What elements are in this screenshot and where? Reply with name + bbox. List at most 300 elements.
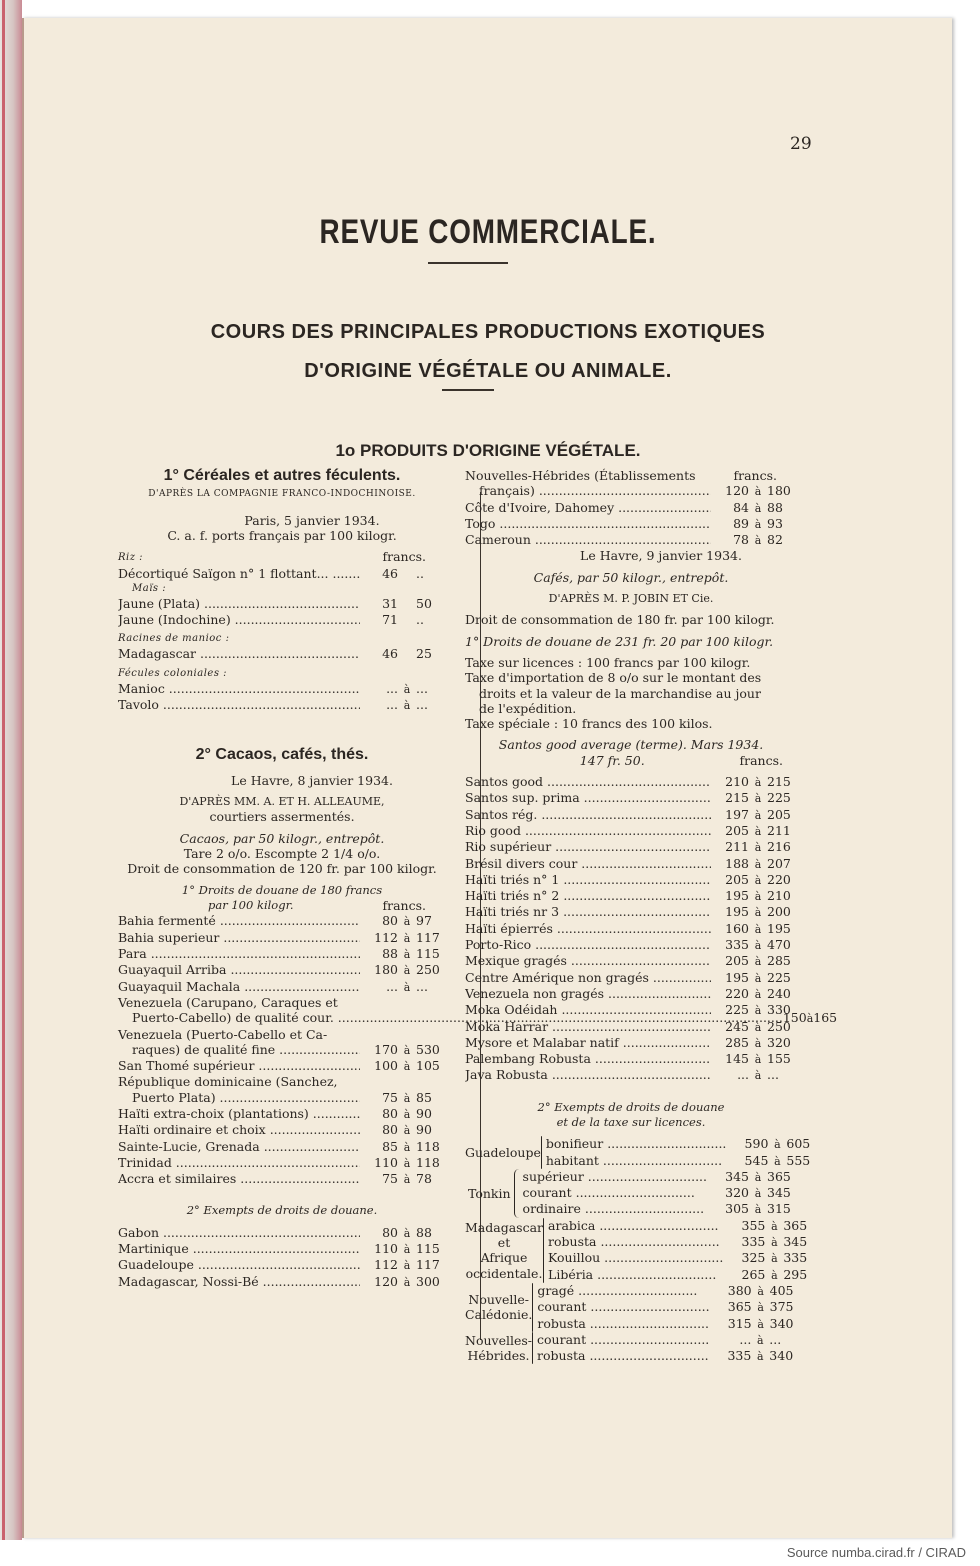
spine-edge — [2, 0, 5, 1540]
price-sep: à — [754, 873, 762, 887]
price-sep: à — [754, 808, 762, 822]
cacaos-list-4 — [118, 1225, 446, 1290]
cereales-source: D'APRÈS LA COMPAGNIE FRANCO-INDOCHINOISE. — [148, 489, 416, 500]
santos-price-row — [465, 753, 797, 768]
price-low: 335 — [725, 937, 749, 953]
subtitle-rule — [442, 389, 494, 391]
cereales-unit: francs. — [382, 549, 426, 565]
price-high: 330 — [767, 1002, 791, 1018]
price-sep: à — [403, 1226, 411, 1240]
price-low: 84 — [733, 499, 749, 515]
price-high: 25 — [416, 646, 432, 662]
price-sep: à — [403, 1173, 411, 1187]
cafes-import-3: de l'expédition. — [479, 700, 577, 716]
cacaos-heading: 2° Cacaos, cafés, thés. — [195, 746, 369, 764]
commodity-name: Martinique ..... — [118, 1241, 360, 1256]
commodity-name: Libéria ..... — [548, 1267, 723, 1282]
commodity-name: Haïti ordinaire et choix ..... — [118, 1122, 360, 1137]
group-rows — [537, 1332, 799, 1365]
cacaos-sub1-line1: 1° Droits de douane de 180 francs — [181, 882, 383, 897]
price-row — [118, 1225, 446, 1241]
price-sep: à — [403, 1140, 411, 1154]
group-brace — [543, 1218, 544, 1283]
price-sep: à — [754, 776, 762, 790]
price-low: 100 — [374, 1058, 398, 1074]
price-low: 88 — [382, 946, 398, 962]
price-row — [118, 681, 446, 697]
price-row — [548, 1250, 813, 1266]
price-row — [465, 921, 797, 937]
origin-name-line: et — [497, 1235, 511, 1251]
cereales-heading: 1° Céréales et autres féculents. — [163, 467, 401, 484]
price-low: 197 — [725, 806, 749, 822]
cafes-douane: 1° Droits de douane de 231 fr. 20 par 100 kilogr. — [465, 633, 774, 649]
commodity-name: robusta ..... — [537, 1316, 709, 1331]
commodity-name: Moka Odéidah ..... — [465, 1002, 711, 1017]
commodity-name: arabica ..... — [548, 1218, 723, 1233]
commodity-name: Accra et similaires ..... — [118, 1171, 360, 1186]
price-low: 188 — [725, 855, 749, 871]
cereales-basis: C. a. f. ports français par 100 kilogr. — [167, 527, 397, 543]
price-high: 85 — [416, 1089, 432, 1105]
price-row — [465, 953, 797, 969]
price-low: 85 — [382, 1138, 398, 1154]
commodity-name: Cameroun ..... — [465, 532, 711, 547]
price-high: 555 — [786, 1152, 811, 1168]
price-high: 88 — [767, 499, 783, 515]
price-row — [548, 1267, 813, 1283]
commodity-name: Madagascar ..... — [118, 646, 360, 661]
origin-name-line: Afrique occidentale. — [465, 1250, 543, 1281]
price-row — [465, 937, 797, 953]
price-row — [465, 1019, 797, 1035]
price-row — [537, 1348, 799, 1364]
santos-price: 147 fr. 50. — [579, 752, 645, 768]
price-row — [465, 1002, 797, 1018]
price-row — [546, 1153, 817, 1169]
mais-list — [118, 596, 446, 627]
price-high: 117 — [416, 1257, 440, 1273]
price-row — [465, 823, 797, 839]
price-low: 225 — [725, 1002, 749, 1018]
cafes-source: D'APRÈS M. P. JOBIN ET Cie. — [548, 592, 714, 606]
origin-groups — [465, 1136, 811, 1364]
manioc-list — [118, 646, 446, 661]
price-row — [118, 1090, 446, 1106]
price-low: 170 — [374, 1041, 398, 1057]
price-high: 93 — [767, 515, 783, 531]
price-sep: à — [754, 534, 762, 548]
cacaos-list-2 — [118, 1058, 446, 1074]
price-row — [118, 1155, 446, 1171]
price-sep: à — [403, 1124, 411, 1138]
commodity-name: Centre Amérique non gragés ..... — [465, 970, 711, 985]
commodity-name: Décortiqué Saïgon n° 1 flottant... ..... — [118, 566, 360, 581]
origin-group — [465, 1283, 797, 1332]
price-low: 355 — [741, 1217, 766, 1233]
group-brace — [532, 1283, 533, 1332]
commodity-name: robusta ..... — [537, 1348, 709, 1363]
commodity-name: Santos sup. prima ..... — [465, 790, 711, 805]
price-high: 225 — [767, 969, 791, 985]
price-low: 315 — [727, 1315, 752, 1331]
price-sep: à — [403, 964, 411, 978]
price-row — [118, 1257, 446, 1273]
price-row — [118, 697, 446, 713]
manioc-label: Racines de manioc : — [118, 632, 230, 644]
price-high: 118 — [416, 1138, 440, 1154]
price-row — [118, 1106, 446, 1122]
price-low: 160 — [725, 920, 749, 936]
commodity-name: habitant ..... — [546, 1153, 727, 1168]
price-sep: à — [403, 1107, 411, 1121]
price-row — [523, 1201, 797, 1217]
commodity-name: bonifieur ..... — [546, 1136, 727, 1151]
price-row — [118, 930, 446, 946]
commodity-name: courant ..... — [523, 1185, 707, 1200]
cacaos-list-1 — [118, 913, 446, 994]
price-sep: à — [757, 1317, 764, 1331]
price-high: 365 — [783, 1217, 808, 1233]
commodity-name: Java Robusta ..... — [465, 1067, 711, 1082]
commodity-name: Bahia fermenté ..... — [118, 913, 360, 928]
price-high: 207 — [767, 855, 791, 871]
cafes-basis: Cafés, par 50 kilogr., entrepôt. — [533, 569, 729, 585]
price-high: 250 — [416, 962, 440, 978]
price-high: 200 — [767, 904, 791, 920]
price-low: ... — [739, 1331, 752, 1347]
price-sep: à — [754, 485, 762, 499]
group-rows — [548, 1218, 813, 1283]
price-sep: à — [754, 955, 762, 969]
price-row — [118, 566, 446, 581]
price-low: 120 — [725, 483, 749, 499]
price-low: 380 — [727, 1282, 752, 1298]
venezuela-1-line1: Venezuela (Carupano, Caraques et — [118, 994, 338, 1010]
origin-name-line: Nouvelle-Calédonie. — [465, 1292, 533, 1323]
price-row — [118, 596, 446, 611]
price-low: 195 — [725, 904, 749, 920]
origin-name-line: Madagascar — [465, 1219, 544, 1235]
price-high: 117 — [416, 929, 440, 945]
origin-name-line: Tonkin — [467, 1185, 511, 1201]
price-sep: à — [757, 1350, 764, 1364]
price-high: 115 — [416, 1241, 440, 1257]
commodity-name: Haïti triés nr 3 ..... — [465, 904, 711, 919]
cafes-unit: francs. — [739, 752, 783, 768]
price-sep: à — [403, 980, 411, 994]
origin-name — [465, 1220, 543, 1281]
commodity-name: courant ..... — [537, 1299, 709, 1314]
price-row — [465, 532, 797, 548]
price-sep: à — [771, 1219, 778, 1233]
price-sep: à — [403, 1156, 411, 1170]
source-footer: Source numba.cirad.fr / CIRAD — [786, 1545, 966, 1560]
price-row — [546, 1136, 817, 1152]
commodity-name: Bahia superieur ..... — [118, 930, 360, 945]
price-high: 90 — [416, 1105, 432, 1121]
price-high: ... — [416, 697, 428, 713]
price-low: 80 — [382, 1122, 398, 1138]
price-high: 285 — [767, 953, 791, 969]
cacaos-list-3 — [118, 1106, 446, 1187]
price-low: 245 — [725, 1018, 749, 1034]
price-low: 145 — [725, 1051, 749, 1067]
cacaos-sub2: 2° Exempts de droits de douane. — [186, 1203, 378, 1218]
price-high: 345 — [767, 1185, 791, 1201]
price-row — [465, 500, 797, 516]
commodity-name: Sainte-Lucie, Grenada ..... — [118, 1139, 360, 1154]
origin-name-line: Nouvelles-Hébrides. — [465, 1332, 533, 1364]
price-sep: à — [754, 1170, 762, 1184]
cacaos-unit: francs. — [382, 898, 426, 914]
price-high: 225 — [767, 790, 791, 806]
price-sep: à — [403, 948, 411, 962]
price-low: 31 — [382, 596, 398, 612]
cafes-import-1: Taxe d'importation de 8 o/o sur le montant des — [465, 670, 762, 686]
price-high: 315 — [767, 1201, 791, 1217]
price-high: ... — [416, 680, 428, 696]
price-row — [118, 1274, 446, 1290]
price-sep: à — [771, 1252, 778, 1266]
price-sep: à — [754, 841, 762, 855]
price-row — [118, 612, 446, 627]
price-sep: à — [403, 1275, 411, 1289]
price-sep: à — [754, 824, 762, 838]
price-row — [548, 1218, 813, 1234]
price-high: 240 — [767, 985, 791, 1001]
price-sep: à — [754, 501, 762, 515]
price-row — [118, 1171, 446, 1187]
price-low: 265 — [741, 1266, 766, 1282]
commodity-name: Mexique gragés ..... — [465, 953, 711, 968]
price-sep: à — [754, 857, 762, 871]
price-sep: à — [771, 1268, 778, 1282]
cacaos-source-2: courtiers assermentés. — [209, 809, 355, 825]
price-sep: à — [403, 931, 411, 945]
price-low: 215 — [725, 790, 749, 806]
price-sep: à — [754, 1069, 762, 1083]
price-sep: à — [771, 1236, 778, 1250]
price-low: 335 — [727, 1348, 752, 1364]
price-high: 90 — [416, 1122, 432, 1138]
commodity-name: Palembang Robusta ..... — [465, 1051, 711, 1066]
price-sep: à — [403, 915, 411, 929]
price-low: 89 — [733, 515, 749, 531]
price-high: .. — [416, 611, 424, 627]
repdom-line2: Puerto Plata) ..... — [132, 1090, 360, 1105]
price-sep: à — [403, 682, 411, 696]
commodity-name: robusta ..... — [548, 1234, 723, 1249]
price-high: 375 — [769, 1299, 794, 1315]
group-brace — [541, 1136, 542, 1169]
price-sep: à — [754, 922, 762, 936]
right-column — [465, 468, 811, 1364]
nh-unit: francs. — [733, 468, 777, 483]
price-high: 97 — [416, 913, 432, 929]
price-sep: à — [754, 1020, 762, 1034]
right-list-1 — [465, 774, 797, 1084]
price-low: 150 — [782, 1010, 807, 1026]
commodity-name: Haïti triés n° 2 ..... — [465, 888, 711, 903]
nh-line2: français) ..... — [479, 483, 711, 498]
price-low: ... — [737, 1067, 749, 1083]
commodity-name: Manioc ..... — [118, 681, 360, 696]
price-row — [537, 1316, 799, 1332]
price-low: 205 — [725, 953, 749, 969]
cafes-date: Le Havre, 9 janvier 1934. — [580, 548, 742, 564]
price-low: 211 — [725, 839, 749, 855]
price-row — [465, 807, 797, 823]
price-row — [465, 986, 797, 1002]
price-high: 320 — [767, 1034, 791, 1050]
venezuela-2-line1: Venezuela (Puerto-Cabello et Ca- — [118, 1026, 328, 1042]
price-low: 205 — [725, 822, 749, 838]
origin-name — [465, 1333, 532, 1364]
commodity-name: Tavolo ..... — [118, 697, 360, 712]
price-low: 210 — [725, 774, 749, 790]
santos-heading: Santos good average (terme). Mars 1934. — [498, 737, 764, 753]
price-sep: à — [754, 939, 762, 953]
price-high: 250 — [767, 1018, 791, 1034]
price-low: 545 — [744, 1152, 769, 1168]
commodity-name: Madagascar, Nossi-Bé ..... — [118, 1274, 360, 1289]
price-low: 365 — [727, 1299, 752, 1315]
origin-name — [465, 1145, 541, 1160]
commodity-name: Trinidad ..... — [118, 1155, 360, 1170]
price-row — [118, 646, 446, 661]
price-low: 80 — [382, 913, 398, 929]
commodity-name: ordinaire ..... — [523, 1201, 707, 1216]
price-row — [465, 856, 797, 872]
price-low: 180 — [374, 962, 398, 978]
cafes-speciale: Taxe spéciale : 10 francs des 100 kilos. — [465, 716, 713, 732]
fecules-label: Fécules coloniales : — [118, 667, 228, 679]
price-sep: à — [754, 987, 762, 1001]
price-high: 216 — [767, 839, 791, 855]
price-row — [465, 904, 797, 920]
price-high: 340 — [769, 1348, 794, 1364]
riz-label: Riz : — [118, 552, 144, 564]
fecules-list — [118, 681, 446, 714]
price-high: 165 — [813, 1010, 838, 1026]
price-high: ... — [769, 1331, 782, 1347]
price-sep: à — [754, 1004, 762, 1018]
price-row — [537, 1332, 799, 1348]
commodity-name: Guayaquil Machala ..... — [118, 979, 360, 994]
price-low: 110 — [374, 1241, 398, 1257]
price-sep: à — [806, 1012, 814, 1026]
commodity-name: Santos good ..... — [465, 774, 711, 789]
cacaos-droit: Droit de consommation de 120 fr. par 100 kilogr. — [127, 861, 437, 877]
price-sep: à — [403, 1091, 411, 1105]
commodity-name: supérieur ..... — [523, 1169, 707, 1184]
price-low: 320 — [725, 1185, 749, 1201]
price-high: ... — [767, 1067, 779, 1083]
price-high: 335 — [783, 1250, 808, 1266]
price-low: 75 — [382, 1171, 398, 1187]
group-rows — [537, 1283, 799, 1332]
commodity-name: Jaune (Indochine) ..... — [118, 612, 360, 627]
group-rows — [546, 1136, 817, 1169]
price-low: 110 — [374, 1154, 398, 1170]
price-low: ... — [386, 978, 398, 994]
origin-name — [465, 1292, 532, 1323]
price-sep: à — [403, 1259, 411, 1273]
price-sep: à — [403, 699, 411, 713]
price-row — [465, 888, 797, 904]
price-row — [465, 839, 797, 855]
price-row — [548, 1234, 813, 1250]
price-sep: à — [403, 1060, 411, 1074]
price-low: 112 — [374, 1257, 398, 1273]
price-high: 210 — [767, 888, 791, 904]
cafes-droit: Droit de consommation de 180 fr. par 100 kilogr. — [465, 612, 775, 628]
nh-line1: Nouvelles-Hébrides (Établissements — [465, 468, 696, 483]
price-row — [523, 1185, 797, 1201]
price-sep: à — [774, 1138, 781, 1152]
price-high: 530 — [416, 1041, 440, 1057]
price-high: 300 — [416, 1273, 440, 1289]
price-high: 215 — [767, 774, 791, 790]
cafes-sub2-line2: et de la taxe sur licences. — [556, 1114, 706, 1129]
price-high: 78 — [416, 1171, 432, 1187]
price-sep: à — [774, 1154, 781, 1168]
price-row — [523, 1169, 797, 1185]
price-sep: à — [754, 906, 762, 920]
commodity-name: Rio supérieur ..... — [465, 839, 711, 854]
price-high: 180 — [767, 483, 791, 499]
price-low: 205 — [725, 871, 749, 887]
price-high: 340 — [769, 1315, 794, 1331]
venezuela-2-line2: raques) de qualité fine ..... — [132, 1042, 360, 1057]
price-sep: à — [757, 1333, 764, 1347]
commodity-name: Guayaquil Arriba ..... — [118, 962, 360, 977]
commodity-name: Haïti épierrés ..... — [465, 921, 711, 936]
price-high: 220 — [767, 871, 791, 887]
cereales-date: Paris, 5 janvier 1934. — [244, 512, 380, 528]
price-low: 71 — [382, 611, 398, 627]
price-row — [118, 1139, 446, 1155]
price-row — [537, 1283, 799, 1299]
commodity-name: Venezuela non gragés ..... — [465, 986, 711, 1001]
price-high: 605 — [786, 1136, 811, 1152]
commodity-name: courant ..... — [537, 1332, 709, 1347]
right-list-0 — [465, 500, 797, 549]
price-low: 305 — [725, 1201, 749, 1217]
price-high: 155 — [767, 1051, 791, 1067]
price-high: 195 — [767, 920, 791, 936]
price-low: 345 — [725, 1168, 749, 1184]
origin-name — [465, 1186, 514, 1201]
price-row — [465, 790, 797, 806]
price-low: 120 — [374, 1273, 398, 1289]
repdom-line1: République dominicaine (Sanchez, — [118, 1074, 338, 1090]
price-low: 325 — [741, 1250, 766, 1266]
origin-group — [465, 1136, 811, 1169]
price-sep: à — [754, 971, 762, 985]
commodity-name: Santos rég. ..... — [465, 807, 711, 822]
price-sep: à — [403, 1243, 411, 1257]
cacaos-basis: Cacaos, par 50 kilogr., entrepôt. — [179, 830, 385, 846]
origin-name-line: Guadeloupe — [465, 1144, 541, 1160]
price-sep: à — [754, 1053, 762, 1067]
commodity-name: Brésil divers cour ..... — [465, 856, 711, 871]
price-row — [465, 516, 797, 532]
price-high: 105 — [416, 1058, 440, 1074]
commodity-name: Mysore et Malabar natif ..... — [465, 1035, 711, 1050]
main-title: REVUE COMMERCIALE. — [319, 213, 657, 251]
